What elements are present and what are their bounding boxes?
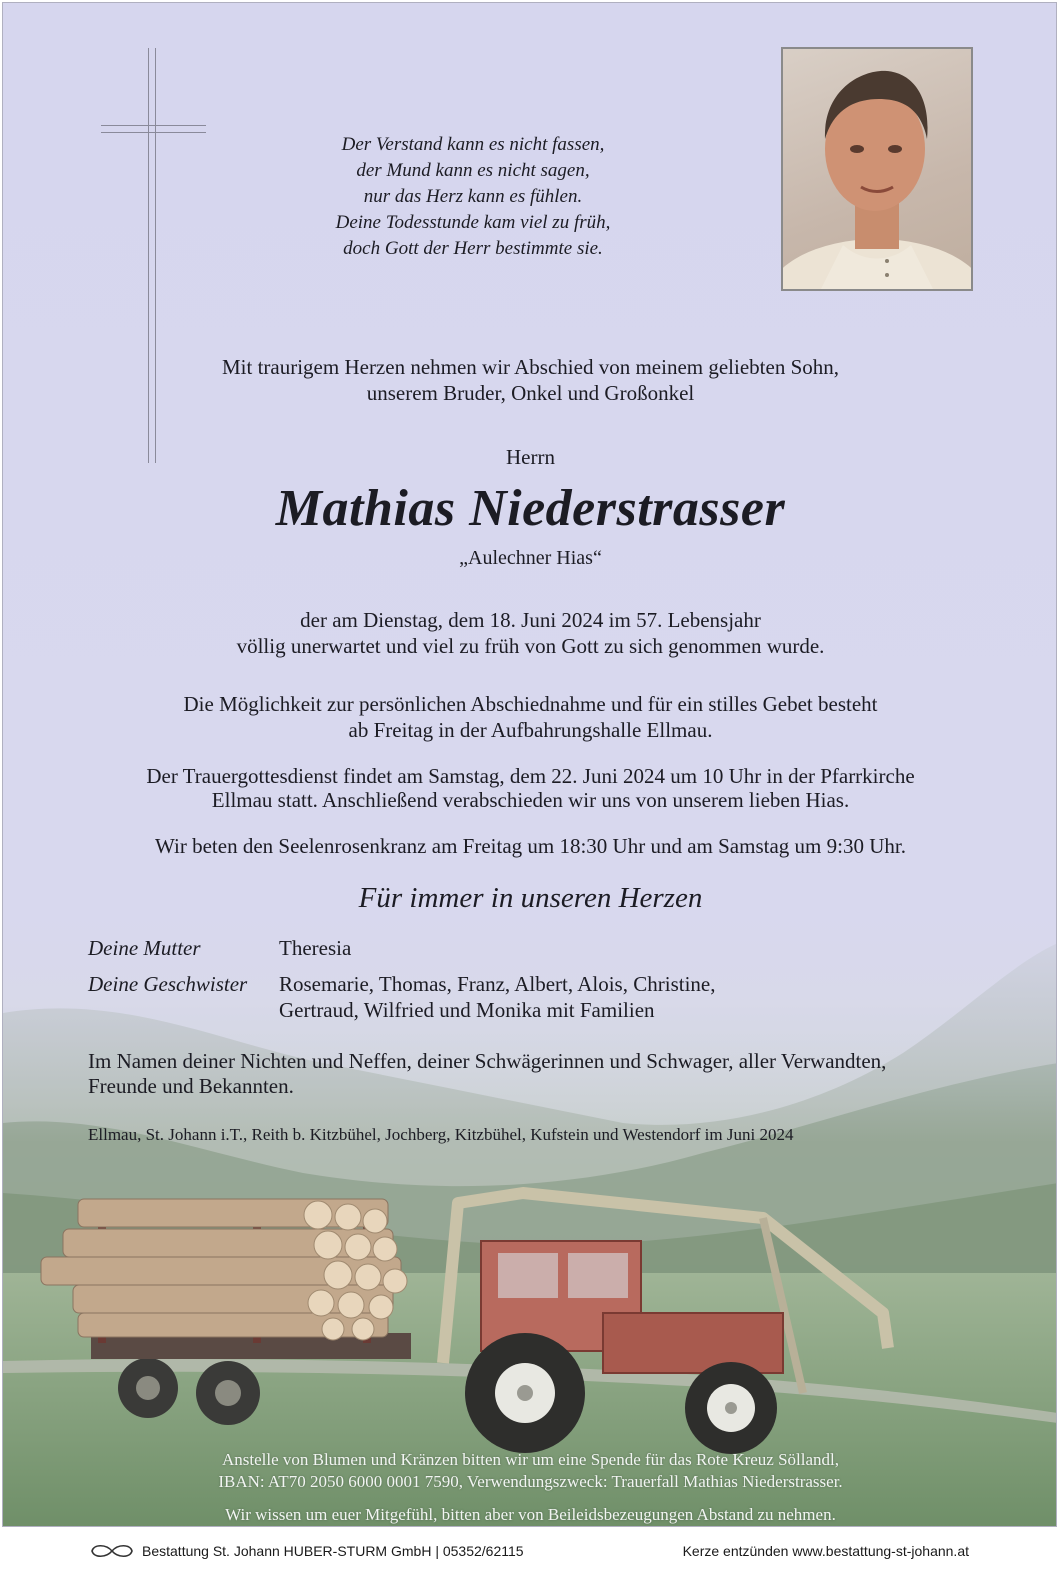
death-line-1: der am Dienstag, dem 18. Juni 2024 im 57. Lebensjahr [300, 608, 761, 632]
obituary-card [2, 2, 1057, 1527]
nickname: „Aulechner Hias“ [459, 547, 602, 569]
siblings-label: Deine Geschwister [88, 972, 248, 996]
intro-line-1: Mit traurigem Herzen nehmen wir Abschied von meinem geliebten Sohn, [221, 355, 839, 379]
mother-label: Deine Mutter [88, 936, 201, 960]
service-line-1: Der Trauergottesdienst findet am Samstag, dem 22. Juni 2024 um 10 Uhr in der Pfarrkirche [146, 764, 915, 788]
portrait-photo [781, 47, 973, 291]
condolence-note: Wir wissen um euer Mitgefühl, bitten aber von Beileidsbezeugungen Abstand zu nehmen. [225, 1505, 836, 1524]
siblings-line-1: Rosemarie, Thomas, Franz, Albert, Alois, Christine, [279, 972, 716, 996]
poem-line: Der Verstand kann es nicht fassen, [341, 134, 605, 155]
footer [0, 1529, 1061, 1573]
donation-line-2: IBAN: AT70 2050 6000 0001 7590, Verwendungszweck: Trauerfall Mathias Niederstrasser. [218, 1472, 843, 1491]
death-line-2: völlig unerwartet und viel zu früh von Gott zu sich genommen wurde. [236, 634, 825, 658]
poem-line: nur das Herz kann es fühlen. [363, 186, 583, 207]
relatives-line-1: Im Namen deiner Nichten und Neffen, deiner Schwägerinnen und Schwager, aller Verwandten, [88, 1049, 887, 1073]
infinity-logo-icon [88, 1543, 136, 1559]
places-date: Ellmau, St. Johann i.T., Reith b. Kitzbühel, Jochberg, Kitzbühel, Kufstein und Westendorf im Juni 2024 [88, 1125, 794, 1144]
rosary-line: Wir beten den Seelenrosenkranz am Freitag um 18:30 Uhr und am Samstag um 9:30 Uhr. [155, 834, 906, 858]
service-line-2: Ellmau statt. Anschließend verabschieden wir uns von unserem lieben Hias. [211, 788, 850, 812]
intro-line-2: unserem Bruder, Onkel und Großonkel [366, 381, 695, 405]
poem-line: Deine Todesstunde kam viel zu früh, [335, 212, 611, 233]
siblings-line-2: Gertraud, Wilfried und Monika mit Familien [279, 998, 655, 1022]
memorial-poem [243, 132, 703, 262]
footer-company [88, 1543, 524, 1559]
motto: Für immer in unseren Herzen [358, 882, 703, 914]
relatives-line-2: Freunde und Bekannten. [88, 1074, 294, 1098]
candle-link[interactable]: Kerze entzünden www.bestattung-st-johann.at [682, 1543, 969, 1559]
viewing-line-2: ab Freitag in der Aufbahrungshalle Ellmau. [348, 718, 713, 742]
poem-line: der Mund kann es nicht sagen, [356, 160, 590, 181]
deceased-name: Mathias Niederstrasser [275, 480, 786, 537]
donation-line-1: Anstelle von Blumen und Kränzen bitten wir um eine Spende für das Rote Kreuz Söllandl, [221, 1450, 840, 1469]
salutation: Herrn [506, 445, 555, 469]
footer-company-text: Bestattung St. Johann HUBER-STURM GmbH | 05352/62115 [142, 1543, 524, 1559]
mother-name: Theresia [279, 936, 352, 960]
poem-line: doch Gott der Herr bestimmte sie. [343, 238, 603, 259]
viewing-line-1: Die Möglichkeit zur persönlichen Abschiednahme und für ein stilles Gebet besteht [183, 692, 878, 716]
